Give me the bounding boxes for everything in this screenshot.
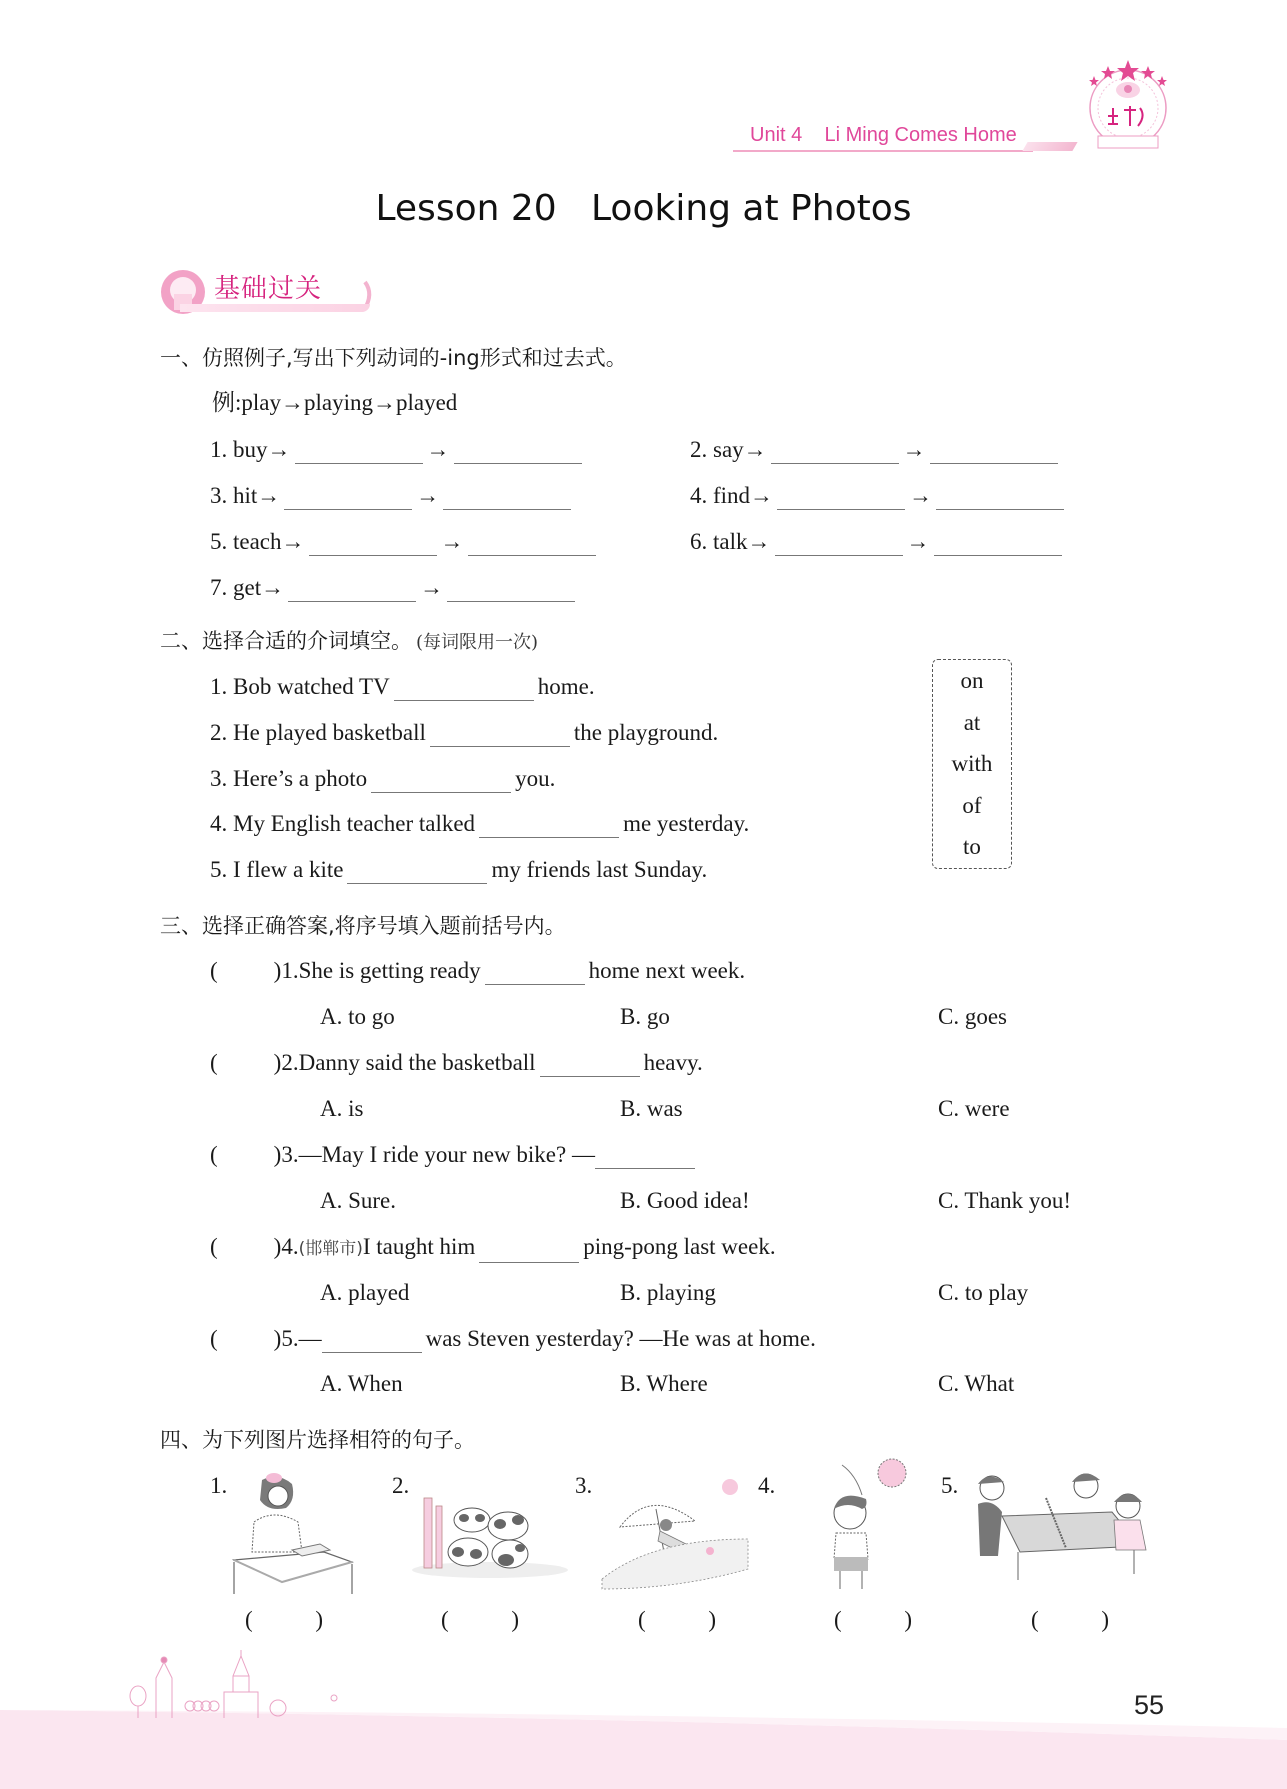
question-number: 4. (281, 1234, 299, 1259)
answer-paren-close: ) (273, 958, 282, 983)
option-c: C. What (938, 1371, 1015, 1396)
question-text: —May I ride your new bike? — (298, 1142, 595, 1167)
arrow-icon: → (440, 529, 464, 554)
sentence-start: 5. I flew a kite (210, 857, 344, 882)
arrow-icon: → (906, 529, 930, 554)
answer-blank[interactable] (479, 815, 619, 838)
lesson-title: Lesson 20 Looking at Photos (375, 188, 912, 229)
word-bank-item: to (963, 834, 981, 860)
sentence-start: 1. Bob watched TV (210, 674, 390, 699)
question-number: 3. (281, 1142, 299, 1167)
answer-blank[interactable] (454, 441, 582, 464)
paren-open: ( (1031, 1607, 1039, 1632)
boy-with-ball-illustration-icon (822, 1455, 922, 1595)
arrow-icon: → (420, 575, 444, 600)
picture-answer-parens[interactable] (638, 1606, 716, 1634)
sentence-end: my friends last Sunday. (491, 857, 708, 882)
part3-heading: 三、选择正确答案,将序号填入题前括号内。 (160, 914, 566, 938)
part1-heading: 一、仿照例子,写出下列动词的-ing形式和过去式。 (160, 346, 627, 370)
children-ping-pong-illustration-icon (968, 1470, 1158, 1585)
word-bank-item: at (963, 709, 981, 735)
word-bank-box (932, 659, 1012, 869)
part1-item (690, 528, 1066, 556)
part2-item (210, 765, 555, 793)
answer-blank[interactable] (322, 1330, 422, 1353)
option-b: B. go (620, 1004, 670, 1029)
answer-blank[interactable] (930, 441, 1058, 464)
item-label: 6. talk→ (690, 529, 771, 554)
arrow-icon: → (902, 437, 926, 462)
part3-question (210, 1049, 703, 1077)
part2-item (210, 810, 749, 838)
question-text: Danny said the basketball (298, 1050, 536, 1075)
question-text: She is getting ready (298, 958, 481, 983)
item-label: 4. find→ (690, 483, 774, 508)
answer-blank[interactable] (595, 1146, 695, 1169)
part3-question (210, 1325, 816, 1353)
answer-paren-open: ( (210, 1234, 218, 1259)
picture-number: 4. (758, 1473, 776, 1498)
paren-close: ) (1101, 1607, 1109, 1632)
part2-item (210, 719, 718, 747)
answer-blank[interactable] (447, 579, 575, 602)
beach-umbrella-illustration-icon (600, 1475, 750, 1595)
footer-wave (0, 1710, 1287, 1789)
answer-blank[interactable] (468, 533, 596, 556)
paren-close: ) (904, 1607, 912, 1632)
answer-blank[interactable] (479, 1240, 579, 1263)
answer-blank[interactable] (347, 861, 487, 884)
sentence-end: me yesterday. (623, 811, 750, 836)
part1-item (210, 482, 575, 510)
picture-answer-parens[interactable] (834, 1606, 912, 1634)
item-label: 2. say→ (690, 437, 767, 462)
pandas-and-bamboo-illustration-icon (410, 1490, 570, 1580)
answer-blank[interactable] (288, 579, 416, 602)
picture-number: 1. (210, 1473, 228, 1498)
header-divider (733, 150, 1033, 152)
arrow-icon: → (426, 437, 450, 462)
answer-paren-open: ( (210, 1050, 218, 1075)
part2-heading-text: 二、选择合适的介词填空。 (160, 629, 412, 653)
part3-question (210, 1141, 699, 1169)
unit-header: Unit 4 Li Ming Comes Home (750, 124, 1017, 146)
part3-question (210, 957, 745, 985)
arrow-icon: → (416, 483, 440, 508)
option-c: C. Thank you! (938, 1188, 1072, 1213)
option-b: B. playing (620, 1280, 716, 1305)
option-a: A. played (320, 1280, 410, 1305)
answer-blank[interactable] (485, 962, 585, 985)
answer-blank[interactable] (430, 724, 570, 747)
item-label: 1. buy→ (210, 437, 291, 462)
section-badge-underline (180, 304, 370, 312)
paren-close: ) (315, 1607, 323, 1632)
sentence-end: you. (515, 766, 556, 791)
question-text: I taught him (362, 1234, 476, 1259)
answer-blank[interactable] (777, 487, 905, 510)
part1-item (210, 436, 586, 464)
part1-example: 例:play→playing→played (212, 390, 458, 415)
answer-paren-open: ( (210, 958, 218, 983)
arrow-icon: → (909, 483, 933, 508)
sentence-start: 2. He played basketball (210, 720, 426, 745)
paren-close: ) (511, 1607, 519, 1632)
word-bank-item: with (951, 751, 993, 777)
option-c: C. to play (938, 1280, 1029, 1305)
castle-decoration-icon (128, 1650, 338, 1718)
part2-item (210, 856, 707, 884)
answer-blank[interactable] (309, 533, 437, 556)
publisher-logo-icon (1068, 56, 1188, 156)
girl-writing-at-desk-illustration-icon (232, 1470, 357, 1595)
item-label: 5. teach→ (210, 529, 305, 554)
answer-blank[interactable] (771, 441, 899, 464)
option-a: A. to go (320, 1004, 395, 1029)
question-source-tag: (邯郸市) (298, 1239, 363, 1259)
option-b: B. Where (620, 1371, 708, 1396)
answer-blank[interactable] (775, 533, 903, 556)
part1-item (690, 436, 1062, 464)
part1-item (210, 574, 579, 602)
answer-paren-close: ) (273, 1050, 282, 1075)
answer-paren-close: ) (273, 1142, 282, 1167)
sentence-start: 3. Here’s a photo (210, 766, 368, 791)
part1-item (690, 482, 1068, 510)
section-badge-label: 基础过关 (214, 274, 323, 304)
part1-item (210, 528, 600, 556)
answer-paren-open: ( (210, 1326, 218, 1351)
picture-answer-parens[interactable] (1031, 1606, 1109, 1634)
option-a: A. is (320, 1096, 364, 1121)
word-bank-item: of (962, 792, 982, 818)
question-text-end: ping-pong last week. (583, 1234, 776, 1259)
picture-number: 3. (575, 1473, 593, 1498)
part4-heading: 四、为下列图片选择相符的句子。 (160, 1428, 475, 1452)
answer-blank[interactable] (443, 487, 571, 510)
answer-blank[interactable] (394, 678, 534, 701)
option-a: A. Sure. (320, 1188, 397, 1213)
option-b: B. was (620, 1096, 683, 1121)
sentence-start: 4. My English teacher talked (210, 811, 476, 836)
question-text: — (298, 1326, 322, 1351)
option-c: C. were (938, 1096, 1010, 1121)
question-text-end: heavy. (643, 1050, 703, 1075)
question-text-end: home next week. (588, 958, 746, 983)
answer-blank[interactable] (284, 487, 412, 510)
word-bank-item: on (960, 668, 984, 693)
question-number: 2. (281, 1050, 299, 1075)
option-b: B. Good idea! (620, 1188, 750, 1213)
part2-note: (每词限用一次) (416, 632, 539, 653)
part2-item (210, 673, 595, 701)
sentence-end: the playground. (573, 720, 719, 745)
part3-question (210, 1233, 776, 1261)
picture-answer-parens[interactable] (441, 1606, 519, 1634)
page-number: 55 (1134, 1690, 1165, 1720)
answer-paren-close: ) (273, 1234, 282, 1259)
option-a: A. When (320, 1371, 403, 1396)
answer-paren-close: ) (273, 1326, 282, 1351)
paren-close: ) (708, 1607, 716, 1632)
item-label: 3. hit→ (210, 483, 281, 508)
question-number: 5. (281, 1326, 299, 1351)
picture-number: 5. (941, 1473, 959, 1498)
answer-blank[interactable] (540, 1054, 640, 1077)
picture-answer-parens[interactable] (245, 1606, 323, 1634)
answer-blank[interactable] (936, 487, 1064, 510)
question-text-end: was Steven yesterday? —He was at home. (425, 1326, 816, 1351)
answer-blank[interactable] (295, 441, 423, 464)
sentence-end: home. (537, 674, 595, 699)
answer-blank[interactable] (934, 533, 1062, 556)
part2-heading (160, 628, 538, 656)
paren-open: ( (834, 1607, 842, 1632)
question-number: 1. (281, 958, 299, 983)
paren-open: ( (245, 1607, 253, 1632)
paren-open: ( (638, 1607, 646, 1632)
answer-blank[interactable] (371, 770, 511, 793)
item-label: 7. get→ (210, 575, 285, 600)
picture-number: 2. (392, 1473, 410, 1498)
paren-open: ( (441, 1607, 449, 1632)
option-c: C. goes (938, 1004, 1007, 1029)
answer-paren-open: ( (210, 1142, 218, 1167)
